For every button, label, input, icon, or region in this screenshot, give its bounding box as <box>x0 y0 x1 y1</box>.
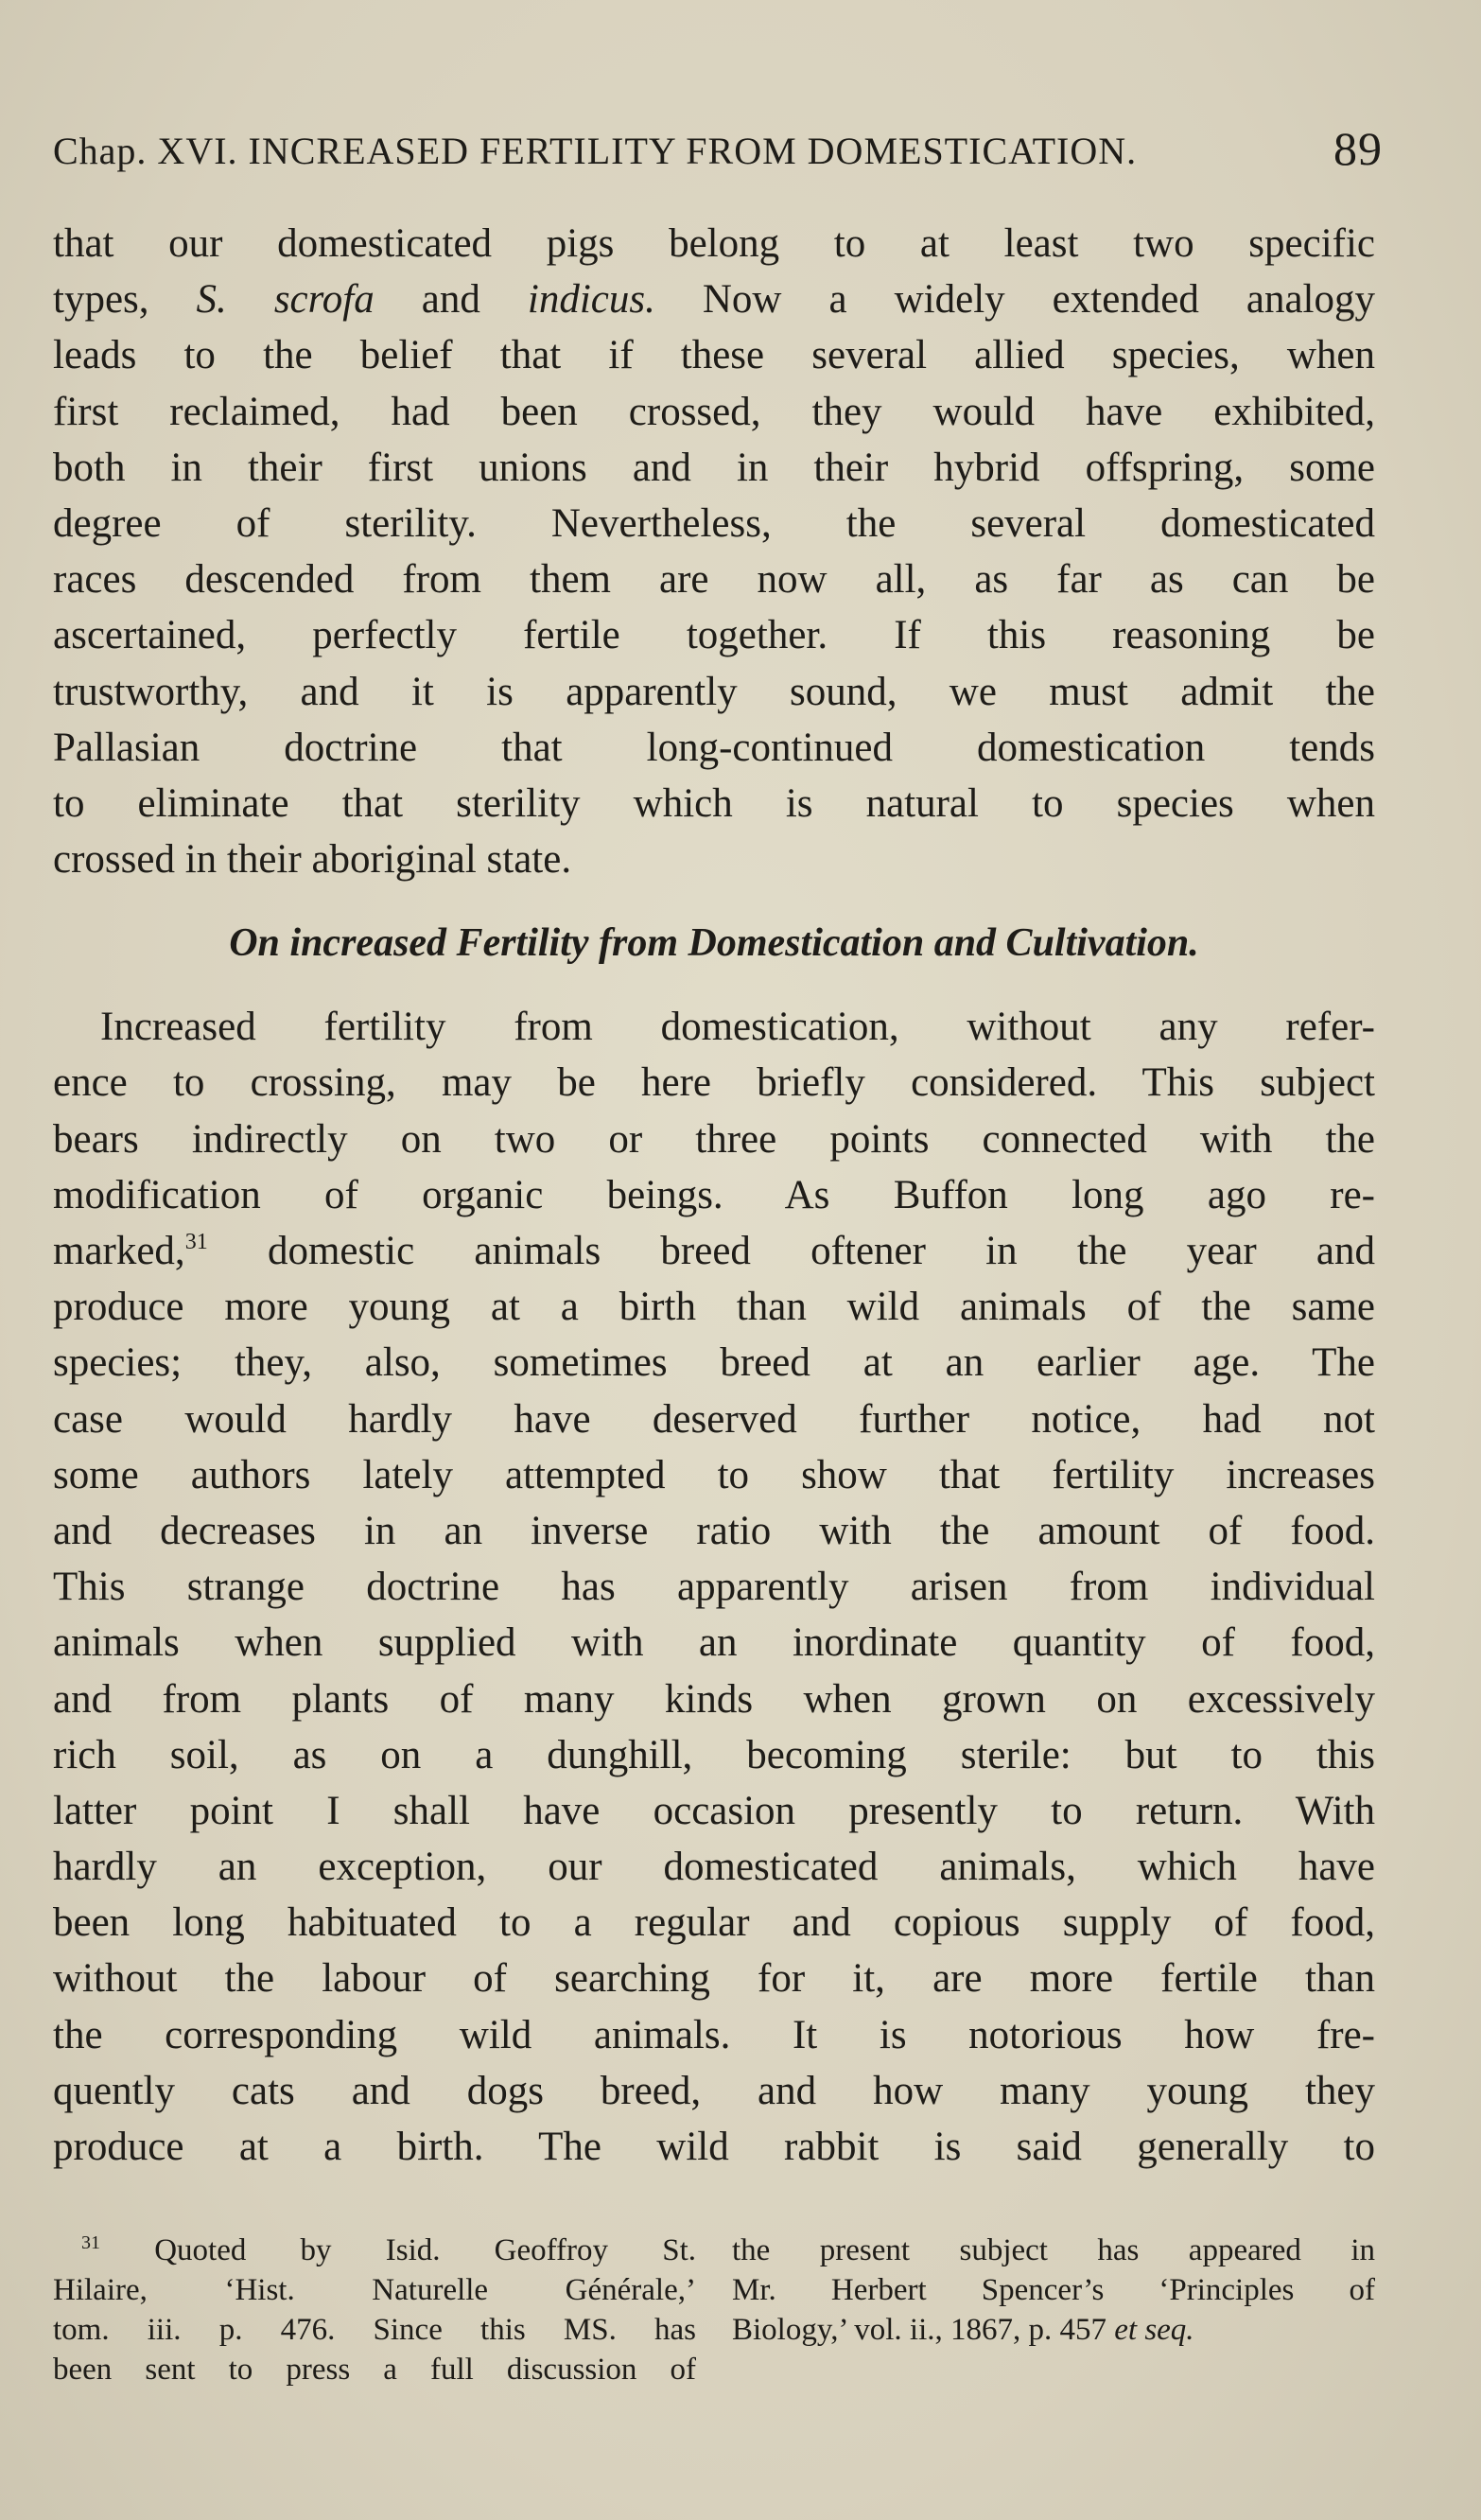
text-line: and from plants of many kinds when grown on excessively <box>53 1676 1375 1722</box>
text-line: Pallasian doctrine that long-continued domestication tends <box>53 725 1375 770</box>
text-span: Now a widely extended analogy <box>654 277 1376 323</box>
footnote-line: Mr. Herbert Spencer’s ‘Principles of <box>732 2273 1375 2307</box>
text-span: marked, <box>53 1229 185 1273</box>
text-span: Quoted by Isid. Geoffroy St. <box>154 2233 696 2267</box>
text-line: to eliminate that sterility which is natural to species when <box>53 780 1375 826</box>
footnote-number: 31 <box>81 2232 100 2253</box>
text-span: types, <box>53 277 197 323</box>
text-line: some authors lately attempted to show that fertility increases <box>53 1452 1375 1497</box>
text-line: animals when supplied with an inordinate quantity of food, <box>53 1620 1375 1666</box>
text-line: produce more young at a birth than wild animals of the same <box>53 1285 1375 1330</box>
text-line: first reclaimed, had been crossed, they would have exhibited, <box>53 389 1375 434</box>
text-line: the corresponding wild animals. It is notorious how fre- <box>53 2012 1375 2057</box>
footnote-reference: 31 <box>184 1230 208 1254</box>
text-span: domestic animals breed oftener in the year and <box>207 1229 1375 1273</box>
text-line: without the labour of searching for it, are more fertile than <box>53 1956 1375 2002</box>
text-line: and decreases in an inverse ratio with the amount of food. <box>53 1508 1375 1553</box>
footnote-line <box>53 2231 696 2270</box>
text-line: degree of sterility. Nevertheless, the several domesticated <box>53 500 1375 546</box>
text-line: Increased fertility from domestication, without any refer- <box>100 1005 1375 1050</box>
running-head <box>53 121 1383 182</box>
text-line: been long habituated to a regular and copious supply of food, <box>53 1900 1375 1946</box>
species-name: indicus. <box>527 277 655 323</box>
text-line: species; they, also, sometimes breed at an earlier age. The <box>53 1340 1375 1386</box>
text-line: rich soil, as on a dunghill, becoming sterile: but to this <box>53 1732 1375 1777</box>
text-line: ence to crossing, may be here briefly considered. This subject <box>53 1060 1375 1106</box>
footnote-column-left <box>53 2231 696 2389</box>
footnote-line: been sent to press a full discussion of <box>53 2353 696 2387</box>
footnote-italic: et seq. <box>1114 2313 1194 2347</box>
paragraph-1 <box>53 216 1375 887</box>
chapter-label: Chap. XVI. <box>53 130 238 172</box>
section-heading: On increased Fertility from Domestication and Cultivation. <box>229 921 1199 966</box>
text-line: This strange doctrine has apparently arisen from individual <box>53 1565 1375 1610</box>
page-number: 89 <box>1333 122 1383 175</box>
running-title <box>53 129 1137 173</box>
text-line: that our domesticated pigs belong to at least two specific <box>53 221 1375 266</box>
footnote-line: tom. iii. p. 476. Since this MS. has <box>53 2313 696 2347</box>
text-line: case would hardly have deserved further notice, had not <box>53 1396 1375 1442</box>
footnote-line: the present subject has appeared in <box>732 2233 1375 2267</box>
footnote-column-right <box>732 2231 1375 2350</box>
text-line: quently cats and dogs breed, and how many young they <box>53 2068 1375 2113</box>
body-text <box>53 216 1375 2175</box>
text-line <box>53 271 1375 327</box>
footnote-line: Hilaire, ‘Hist. Naturelle Générale,’ <box>53 2273 696 2307</box>
text-line: hardly an exception, our domesticated animals, which have <box>53 1845 1375 1890</box>
footnote-line <box>732 2310 1375 2350</box>
text-line: races descended from them are now all, as far as can be <box>53 557 1375 603</box>
text-line: ascertained, perfectly fertile together. If this reasoning be <box>53 613 1375 658</box>
text-line: trustworthy, and it is apparently sound, we must admit the <box>53 669 1375 714</box>
text-line: produce at a birth. The wild rabbit is said generally to <box>53 2125 1375 2169</box>
paragraph-2 <box>53 999 1375 2175</box>
text-line: crossed in their aboriginal state. <box>53 837 572 883</box>
species-name: S. scrofa <box>196 277 375 323</box>
text-line <box>53 1223 1375 1279</box>
chapter-title: INCREASED FERTILITY FROM DOMESTICATION. <box>248 130 1138 172</box>
text-line: modification of organic beings. As Buffon long ago re- <box>53 1172 1375 1217</box>
text-line: leads to the belief that if these several allied species, when <box>53 333 1375 378</box>
text-line: both in their first unions and in their hybrid offspring, some <box>53 445 1375 490</box>
text-line: bears indirectly on two or three points connected with the <box>53 1116 1375 1162</box>
text-line: latter point I shall have occasion presently to return. With <box>53 1788 1375 1833</box>
footnotes <box>53 2231 1375 2391</box>
text-span: Biology,’ vol. ii., 1867, p. 457 <box>732 2313 1115 2347</box>
text-span: and <box>374 277 528 323</box>
